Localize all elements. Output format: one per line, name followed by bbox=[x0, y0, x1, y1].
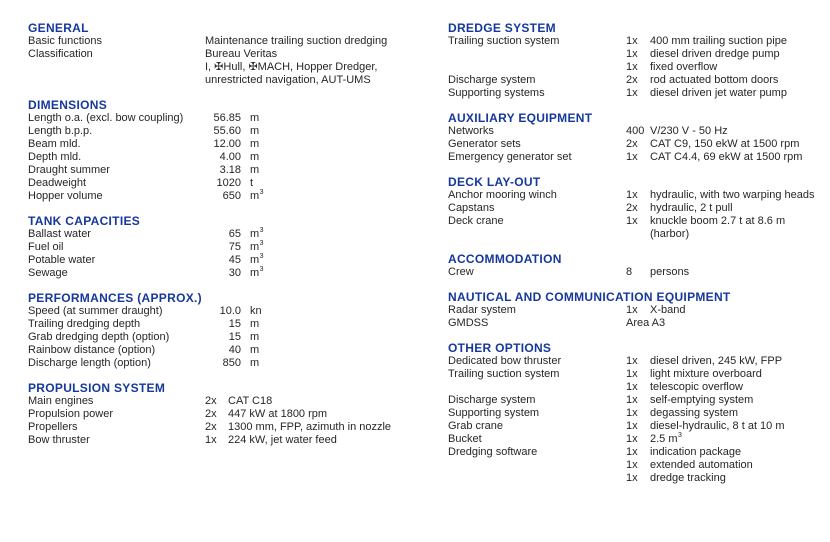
spec-items bbox=[626, 304, 830, 317]
spec-item bbox=[626, 48, 830, 61]
spec-items bbox=[626, 189, 830, 202]
spec-items bbox=[626, 446, 830, 485]
spec-label: Anchor mooring winch bbox=[448, 189, 557, 201]
spec-label: Rainbow distance (option) bbox=[28, 344, 156, 356]
section-header: TANK CAPACITIES bbox=[28, 214, 141, 228]
spec-value: Maintenance trailing suction dredging bbox=[205, 35, 388, 47]
spec-label: Trailing dredging depth bbox=[28, 318, 141, 330]
spec-items bbox=[626, 202, 830, 215]
spec-item bbox=[626, 446, 830, 459]
spec-qty: 1x bbox=[626, 433, 638, 445]
spec-unit: $m^3$ bbox=[250, 227, 264, 240]
spec-items bbox=[205, 395, 448, 408]
spec-num: 40 bbox=[228, 344, 241, 356]
spec-qty: 1x bbox=[626, 304, 638, 316]
spec-unit: m bbox=[250, 164, 260, 176]
spec-label: Discharge length (option) bbox=[28, 357, 151, 369]
spec-value: diesel driven, 245 kW, FPP bbox=[650, 355, 783, 367]
spec-qty: 2x bbox=[626, 202, 638, 214]
spec-item bbox=[626, 368, 830, 381]
spec-qty: 400 bbox=[626, 125, 645, 137]
spec-label: Supporting systems bbox=[448, 87, 545, 99]
spec-row bbox=[448, 433, 830, 446]
spec-row bbox=[28, 48, 448, 87]
spec-row bbox=[448, 317, 830, 330]
spec-label: Networks bbox=[448, 125, 494, 137]
spec-row bbox=[448, 304, 830, 317]
spec-label: Discharge system bbox=[448, 394, 536, 406]
spec-num: 850 bbox=[222, 357, 241, 369]
spec-items bbox=[626, 394, 830, 407]
spec-row bbox=[28, 125, 448, 138]
spec-unit: $m^3$ bbox=[250, 189, 264, 202]
spec-unit: m bbox=[250, 125, 260, 137]
spec-items bbox=[626, 138, 830, 151]
superscript: 3 bbox=[259, 189, 264, 197]
spec-qty: 1x bbox=[626, 407, 638, 419]
spec-row bbox=[448, 407, 830, 420]
spec-qty: 8 bbox=[626, 266, 633, 278]
spec-item bbox=[626, 189, 830, 202]
spec-value: hydraulic, 2 t pull bbox=[650, 202, 733, 214]
spec-item bbox=[626, 317, 830, 330]
section-performances-approx bbox=[28, 291, 448, 370]
spec-unit: m bbox=[250, 357, 260, 369]
spec-items bbox=[626, 368, 830, 394]
spec-item bbox=[205, 434, 448, 447]
spec-value: 224 kW, jet water feed bbox=[228, 434, 337, 446]
spec-value: 2.5 $m^3$ bbox=[650, 432, 682, 445]
spec-columns bbox=[28, 21, 830, 496]
section-dredge-system bbox=[448, 21, 830, 100]
spec-qty: 1x bbox=[626, 48, 638, 60]
spec-label: Draught summer bbox=[28, 164, 110, 176]
spec-unit: m bbox=[250, 151, 260, 163]
spec-label: Fuel oil bbox=[28, 241, 64, 253]
spec-value: dredge tracking bbox=[650, 472, 726, 484]
spec-value: (harbor) bbox=[650, 228, 690, 240]
spec-label: Propellers bbox=[28, 421, 78, 433]
spec-row bbox=[28, 331, 448, 344]
spec-row bbox=[448, 446, 830, 485]
spec-value: degassing system bbox=[650, 407, 739, 419]
spec-value: hydraulic, with two warping heads bbox=[650, 189, 815, 201]
spec-value: 1300 mm, FPP, azimuth in nozzle bbox=[228, 421, 392, 433]
spec-item bbox=[626, 472, 830, 485]
spec-label: Sewage bbox=[28, 267, 68, 279]
spec-items bbox=[626, 266, 830, 279]
spec-row bbox=[28, 344, 448, 357]
spec-items bbox=[626, 433, 830, 446]
spec-value: I, ✠Hull, ✠MACH, Hopper Dredger, bbox=[205, 61, 378, 73]
spec-num: 75 bbox=[228, 241, 241, 253]
spec-label: Bucket bbox=[448, 433, 482, 445]
spec-value: knuckle boom 2.7 t at 8.6 m bbox=[650, 215, 786, 227]
section-header: NAUTICAL AND COMMUNICATION EQUIPMENT bbox=[448, 290, 731, 304]
spec-qty: 1x bbox=[626, 420, 638, 432]
spec-value: CAT C4.4, 69 ekW at 1500 rpm bbox=[650, 151, 803, 163]
spec-value: diesel driven dredge pump bbox=[650, 48, 780, 60]
superscript: 3 bbox=[678, 432, 682, 440]
section-header: DECK LAY-OUT bbox=[448, 175, 541, 189]
spec-item bbox=[626, 433, 830, 446]
spec-qty: 2x bbox=[205, 395, 217, 407]
spec-item bbox=[626, 407, 830, 420]
spec-label: Supporting system bbox=[448, 407, 540, 419]
spec-items bbox=[626, 151, 830, 164]
spec-qty: 1x bbox=[626, 61, 638, 73]
spec-value-lines bbox=[205, 35, 448, 48]
spec-num: 1020 bbox=[216, 177, 241, 189]
spec-item bbox=[626, 61, 830, 74]
spec-items bbox=[205, 434, 448, 447]
spec-label: Generator sets bbox=[448, 138, 521, 150]
spec-num: 4.00 bbox=[219, 151, 241, 163]
spec-label: Deck crane bbox=[448, 215, 504, 227]
spec-num: 65 bbox=[228, 228, 241, 240]
spec-value: Area A3 bbox=[626, 317, 666, 329]
spec-item bbox=[626, 35, 830, 48]
spec-qty: 2x bbox=[626, 138, 638, 150]
spec-qty: 2x bbox=[205, 421, 217, 433]
spec-value: V/230 V - 50 Hz bbox=[650, 125, 728, 137]
spec-row bbox=[448, 74, 830, 87]
spec-value: Bureau Veritas bbox=[205, 48, 278, 60]
left-column bbox=[28, 21, 448, 496]
spec-label: Radar system bbox=[448, 304, 516, 316]
spec-row bbox=[28, 228, 448, 241]
superscript: 3 bbox=[259, 227, 264, 235]
spec-row bbox=[448, 202, 830, 215]
spec-qty: 1x bbox=[626, 459, 638, 471]
spec-label: Propulsion power bbox=[28, 408, 113, 420]
spec-label: Emergency generator set bbox=[448, 151, 572, 163]
spec-item bbox=[626, 138, 830, 151]
spec-label: Grab dredging depth (option) bbox=[28, 331, 170, 343]
spec-num: 55.60 bbox=[213, 125, 241, 137]
spec-qty bbox=[626, 228, 650, 241]
spec-value: CAT C18 bbox=[228, 395, 273, 407]
spec-value: diesel driven jet water pump bbox=[650, 87, 787, 99]
spec-unit: $m^3$ bbox=[250, 240, 264, 253]
spec-unit: m bbox=[250, 318, 260, 330]
spec-num: 15 bbox=[228, 318, 241, 330]
spec-value-lines bbox=[205, 48, 448, 87]
spec-qty: 1x bbox=[626, 215, 638, 227]
section-header: ACCOMMODATION bbox=[448, 252, 562, 266]
spec-items bbox=[626, 407, 830, 420]
spec-value: CAT C9, 150 ekW at 1500 rpm bbox=[650, 138, 800, 150]
spec-row bbox=[28, 164, 448, 177]
spec-num: 56.85 bbox=[213, 112, 241, 124]
spec-value: unrestricted navigation, AUT-UMS bbox=[205, 74, 371, 86]
spec-value: diesel-hydraulic, 8 t at 10 m bbox=[650, 420, 785, 432]
spec-label: Ballast water bbox=[28, 228, 91, 240]
right-column bbox=[448, 21, 830, 496]
spec-label: Beam mld. bbox=[28, 138, 81, 150]
spec-items bbox=[626, 125, 830, 138]
spec-label: Deadweight bbox=[28, 177, 87, 189]
superscript: 3 bbox=[259, 266, 264, 274]
spec-item bbox=[626, 202, 830, 215]
section-other-options bbox=[448, 341, 830, 485]
spec-row bbox=[448, 138, 830, 151]
section-header: AUXILIARY EQUIPMENT bbox=[448, 111, 593, 125]
spec-unit: m bbox=[250, 344, 260, 356]
section-tank-capacities bbox=[28, 214, 448, 280]
spec-label: GMDSS bbox=[448, 317, 489, 329]
spec-row bbox=[28, 267, 448, 280]
section-header: PERFORMANCES (APPROX.) bbox=[28, 291, 202, 305]
spec-value: 400 mm trailing suction pipe bbox=[650, 35, 787, 47]
spec-qty: 2x bbox=[626, 74, 638, 86]
spec-item bbox=[626, 215, 830, 228]
spec-qty: 1x bbox=[626, 394, 638, 406]
spec-item bbox=[626, 355, 830, 368]
spec-label: Dedicated bow thruster bbox=[448, 355, 562, 367]
spec-items bbox=[626, 215, 830, 241]
spec-label: Capstans bbox=[448, 202, 495, 214]
spec-row bbox=[28, 408, 448, 421]
spec-row bbox=[448, 215, 830, 241]
superscript: 3 bbox=[259, 253, 264, 261]
superscript: 3 bbox=[259, 240, 264, 248]
spec-label: Basic functions bbox=[28, 35, 102, 47]
spec-item bbox=[205, 408, 448, 421]
spec-item bbox=[626, 125, 830, 138]
spec-qty: 1x bbox=[626, 368, 638, 380]
spec-num: 10.0 bbox=[219, 305, 241, 317]
spec-row bbox=[448, 151, 830, 164]
spec-unit: t bbox=[250, 177, 254, 189]
spec-item bbox=[626, 459, 830, 472]
spec-row bbox=[448, 394, 830, 407]
spec-items bbox=[626, 87, 830, 100]
spec-item bbox=[626, 381, 830, 394]
spec-qty: 1x bbox=[626, 355, 638, 367]
spec-item bbox=[205, 421, 448, 434]
section-general bbox=[28, 21, 448, 87]
spec-qty: 2x bbox=[205, 408, 217, 420]
spec-row bbox=[448, 368, 830, 394]
spec-value: rod actuated bottom doors bbox=[650, 74, 779, 86]
spec-label: Dredging software bbox=[448, 446, 538, 458]
spec-label: Potable water bbox=[28, 254, 96, 266]
spec-row bbox=[28, 395, 448, 408]
spec-label: Discharge system bbox=[448, 74, 536, 86]
section-nautical-and-communication-equipment bbox=[448, 290, 830, 330]
spec-row bbox=[28, 35, 448, 48]
section-auxiliary-equipment bbox=[448, 111, 830, 164]
spec-qty: 1x bbox=[205, 434, 217, 446]
section-header: GENERAL bbox=[28, 21, 89, 35]
section-header: DREDGE SYSTEM bbox=[448, 21, 556, 35]
spec-row bbox=[448, 125, 830, 138]
section-header: DIMENSIONS bbox=[28, 98, 108, 112]
spec-value: self-emptying system bbox=[650, 394, 754, 406]
section-deck-lay-out bbox=[448, 175, 830, 241]
section-header: OTHER OPTIONS bbox=[448, 341, 552, 355]
spec-value: light mixture overboard bbox=[650, 368, 762, 380]
spec-row bbox=[28, 151, 448, 164]
spec-qty: 1x bbox=[626, 35, 638, 47]
spec-num: 30 bbox=[228, 267, 241, 279]
spec-num: 12.00 bbox=[213, 138, 241, 150]
spec-value: telescopic overflow bbox=[650, 381, 743, 393]
spec-unit: kn bbox=[250, 305, 262, 317]
spec-label: Trailing suction system bbox=[448, 35, 560, 47]
spec-unit: m bbox=[250, 331, 260, 343]
spec-item bbox=[626, 87, 830, 100]
spec-qty: 1x bbox=[626, 189, 638, 201]
spec-item bbox=[626, 304, 830, 317]
spec-num: 3.18 bbox=[219, 164, 241, 176]
spec-row bbox=[28, 254, 448, 267]
spec-label: Length b.p.p. bbox=[28, 125, 93, 137]
spec-row bbox=[28, 305, 448, 318]
spec-label: Trailing suction system bbox=[448, 368, 560, 380]
spec-unit: m bbox=[250, 138, 260, 150]
spec-label: Classification bbox=[28, 48, 93, 60]
spec-qty: 1x bbox=[626, 446, 638, 458]
spec-num: 15 bbox=[228, 331, 241, 343]
spec-value: indication package bbox=[650, 446, 742, 458]
spec-row bbox=[448, 35, 830, 74]
spec-items bbox=[626, 74, 830, 87]
spec-unit: $m^3$ bbox=[250, 266, 264, 279]
spec-qty: 1x bbox=[626, 87, 638, 99]
spec-items bbox=[205, 421, 448, 434]
spec-value: X-band bbox=[650, 304, 686, 316]
spec-items bbox=[205, 408, 448, 421]
spec-value: extended automation bbox=[650, 459, 753, 471]
spec-unit: $m^3$ bbox=[250, 253, 264, 266]
spec-label: Main engines bbox=[28, 395, 94, 407]
spec-label: Depth mld. bbox=[28, 151, 82, 163]
spec-label: Bow thruster bbox=[28, 434, 90, 446]
spec-value: 447 kW at 1800 rpm bbox=[228, 408, 328, 420]
spec-row bbox=[28, 318, 448, 331]
spec-row bbox=[448, 420, 830, 433]
spec-value: fixed overflow bbox=[650, 61, 718, 73]
spec-row bbox=[448, 189, 830, 202]
spec-label: Grab crane bbox=[448, 420, 504, 432]
spec-item bbox=[626, 266, 830, 279]
section-accommodation bbox=[448, 252, 830, 279]
spec-label: Crew bbox=[448, 266, 474, 278]
section-propulsion-system bbox=[28, 381, 448, 447]
spec-items bbox=[626, 317, 830, 330]
spec-row bbox=[448, 266, 830, 279]
spec-label: Length o.a. (excl. bow coupling) bbox=[28, 112, 184, 124]
spec-item bbox=[626, 394, 830, 407]
spec-row bbox=[28, 241, 448, 254]
spec-row bbox=[28, 190, 448, 203]
spec-row bbox=[28, 177, 448, 190]
spec-label: Speed (at summer draught) bbox=[28, 305, 163, 317]
spec-row bbox=[28, 357, 448, 370]
spec-num: 650 bbox=[222, 190, 241, 202]
spec-row bbox=[28, 112, 448, 125]
spec-label: Hopper volume bbox=[28, 190, 103, 202]
spec-row bbox=[28, 421, 448, 434]
spec-qty: 1x bbox=[626, 151, 638, 163]
spec-row bbox=[28, 138, 448, 151]
spec-qty: 1x bbox=[626, 381, 638, 393]
spec-item bbox=[626, 228, 830, 241]
spec-unit: m bbox=[250, 112, 260, 124]
spec-value: persons bbox=[650, 266, 690, 278]
spec-qty: 1x bbox=[626, 472, 638, 484]
section-header: PROPULSION SYSTEM bbox=[28, 381, 166, 395]
spec-num: 45 bbox=[228, 254, 241, 266]
spec-row bbox=[448, 87, 830, 100]
spec-item bbox=[626, 151, 830, 164]
spec-items bbox=[626, 420, 830, 433]
spec-row bbox=[28, 434, 448, 447]
spec-row bbox=[448, 355, 830, 368]
spec-item bbox=[205, 395, 448, 408]
spec-items bbox=[626, 355, 830, 368]
spec-item bbox=[626, 420, 830, 433]
spec-items bbox=[626, 35, 830, 74]
section-dimensions bbox=[28, 98, 448, 203]
spec-item bbox=[626, 74, 830, 87]
